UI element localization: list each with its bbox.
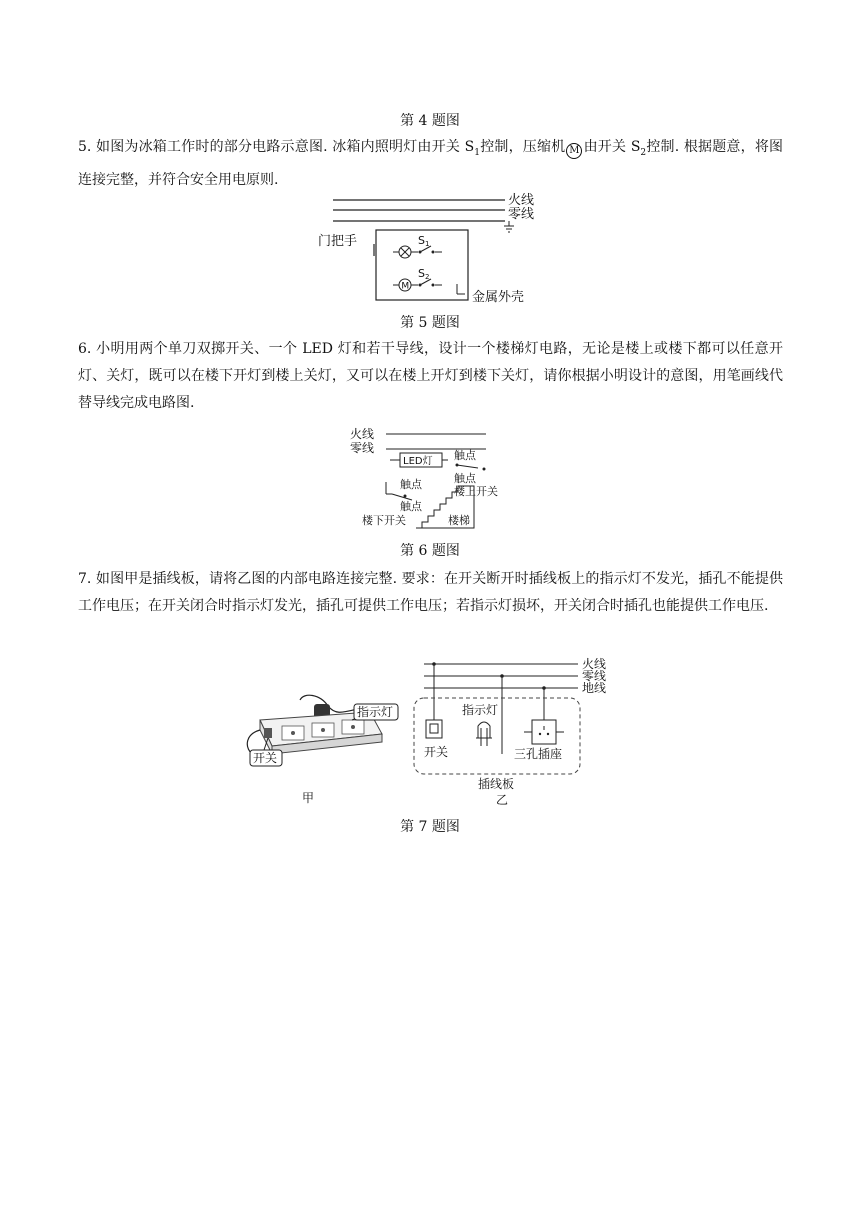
q5-text-a: 5. 如图为冰箱工作时的部分电路示意图. 冰箱内照明灯由开关 S [78,139,475,155]
fig7-photo-indicator-label: 指示灯 [357,705,394,719]
indicator-lamp-icon [476,722,492,746]
fig5-handle-label: 门把手 [318,234,358,249]
fig6-contact-down2: 触点 [400,500,422,513]
fig7-socket-label: 三孔插座 [514,747,563,761]
fig6-downstairs-switch-label: 楼下开关 [362,514,406,527]
fig6-caption: 第 6 题图 [400,543,460,559]
fig5-s1-label: S1 [418,234,430,248]
question-5 [78,134,783,194]
fig5-refrigerator-circuit [300,188,560,310]
svg-text:M: M [401,281,410,292]
fig6-live-label: 火线 [350,427,375,441]
motor-icon [399,279,411,292]
fig7-photo-switch-label: 开关 [253,751,278,765]
q5-sub2: 2 [640,147,647,158]
fig6-contact-up2: 触点 [454,472,476,485]
fig7-neutral-label: 零线 [582,669,607,683]
q5-text-b: 控制，压缩机 [480,139,566,155]
fig6-stairs-label: 楼梯 [448,514,470,527]
fig6-contact-down1: 触点 [400,478,422,491]
fig7-caption: 第 7 题图 [400,819,460,835]
fig5-shell-label: 金属外壳 [472,290,525,305]
fig7-live-label: 火线 [582,657,607,671]
fig7-switch-box [426,720,442,738]
fig6-led-label: LED灯 [403,456,433,467]
fig7-plug-cord [300,695,362,712]
switch-icon [430,724,438,733]
fig5-caption: 第 5 题图 [400,315,460,331]
ground-symbol-icon [504,221,514,232]
fig7-photo-switch [264,728,272,738]
lamp-icon [399,246,411,258]
question-7: 7. 如图甲是插线板，请将乙图的内部电路连接完整. 要求：在开关断开时插线板上的指示灯不发光，插孔不能提供工作电压；在开关闭合时指示灯发光，插孔可提供工作电压；若指示灯损坏，开关闭合时插孔也能提供工作电压. [78,571,783,614]
fig4-caption: 第 4 题图 [400,113,460,129]
fig7-indicator-label: 指示灯 [462,703,499,717]
fig7-label-b: 乙 [496,793,509,807]
fig6-upstairs-switch-label: 楼上开关 [454,485,498,498]
fig5-live-label: 火线 [508,193,535,208]
fig6-stair-circuit [350,424,510,536]
q5-text-c: 由开关 S [583,139,641,155]
fig6-neutral-label: 零线 [350,441,375,455]
q5-sub1: 1 [474,147,480,158]
fig5-s2-label: S2 [418,267,430,281]
fig7-ground-label: 地线 [582,681,607,695]
question-6: 6. 小明用两个单刀双掷开关、一个 LED 灯和若干导线，设计一个楼梯灯电路，无论是楼上或楼下都可以任意开灯、关灯，既可以在楼下开灯到楼上关灯，又可以在楼上开灯到楼下关灯，请你根据小明设计的意图，用笔画线代替导线完成电路图. [78,341,783,411]
fig7-power-strip-circuit [410,656,620,810]
fig7-switch-label: 开关 [424,745,449,759]
fig7-label-a: 甲 [302,791,315,805]
fig5-neutral-label: 零线 [508,207,535,222]
fig7-power-strip-photo [240,690,400,810]
motor-symbol-icon: M [566,143,582,159]
socket-icon [532,720,556,744]
fig7-board-label: 插线板 [478,777,515,791]
fig6-contact-up1: 触点 [454,449,476,462]
q5-text-d: 控制. 根据题意，将图连接完整，并符合安全用电原则. [78,139,784,188]
